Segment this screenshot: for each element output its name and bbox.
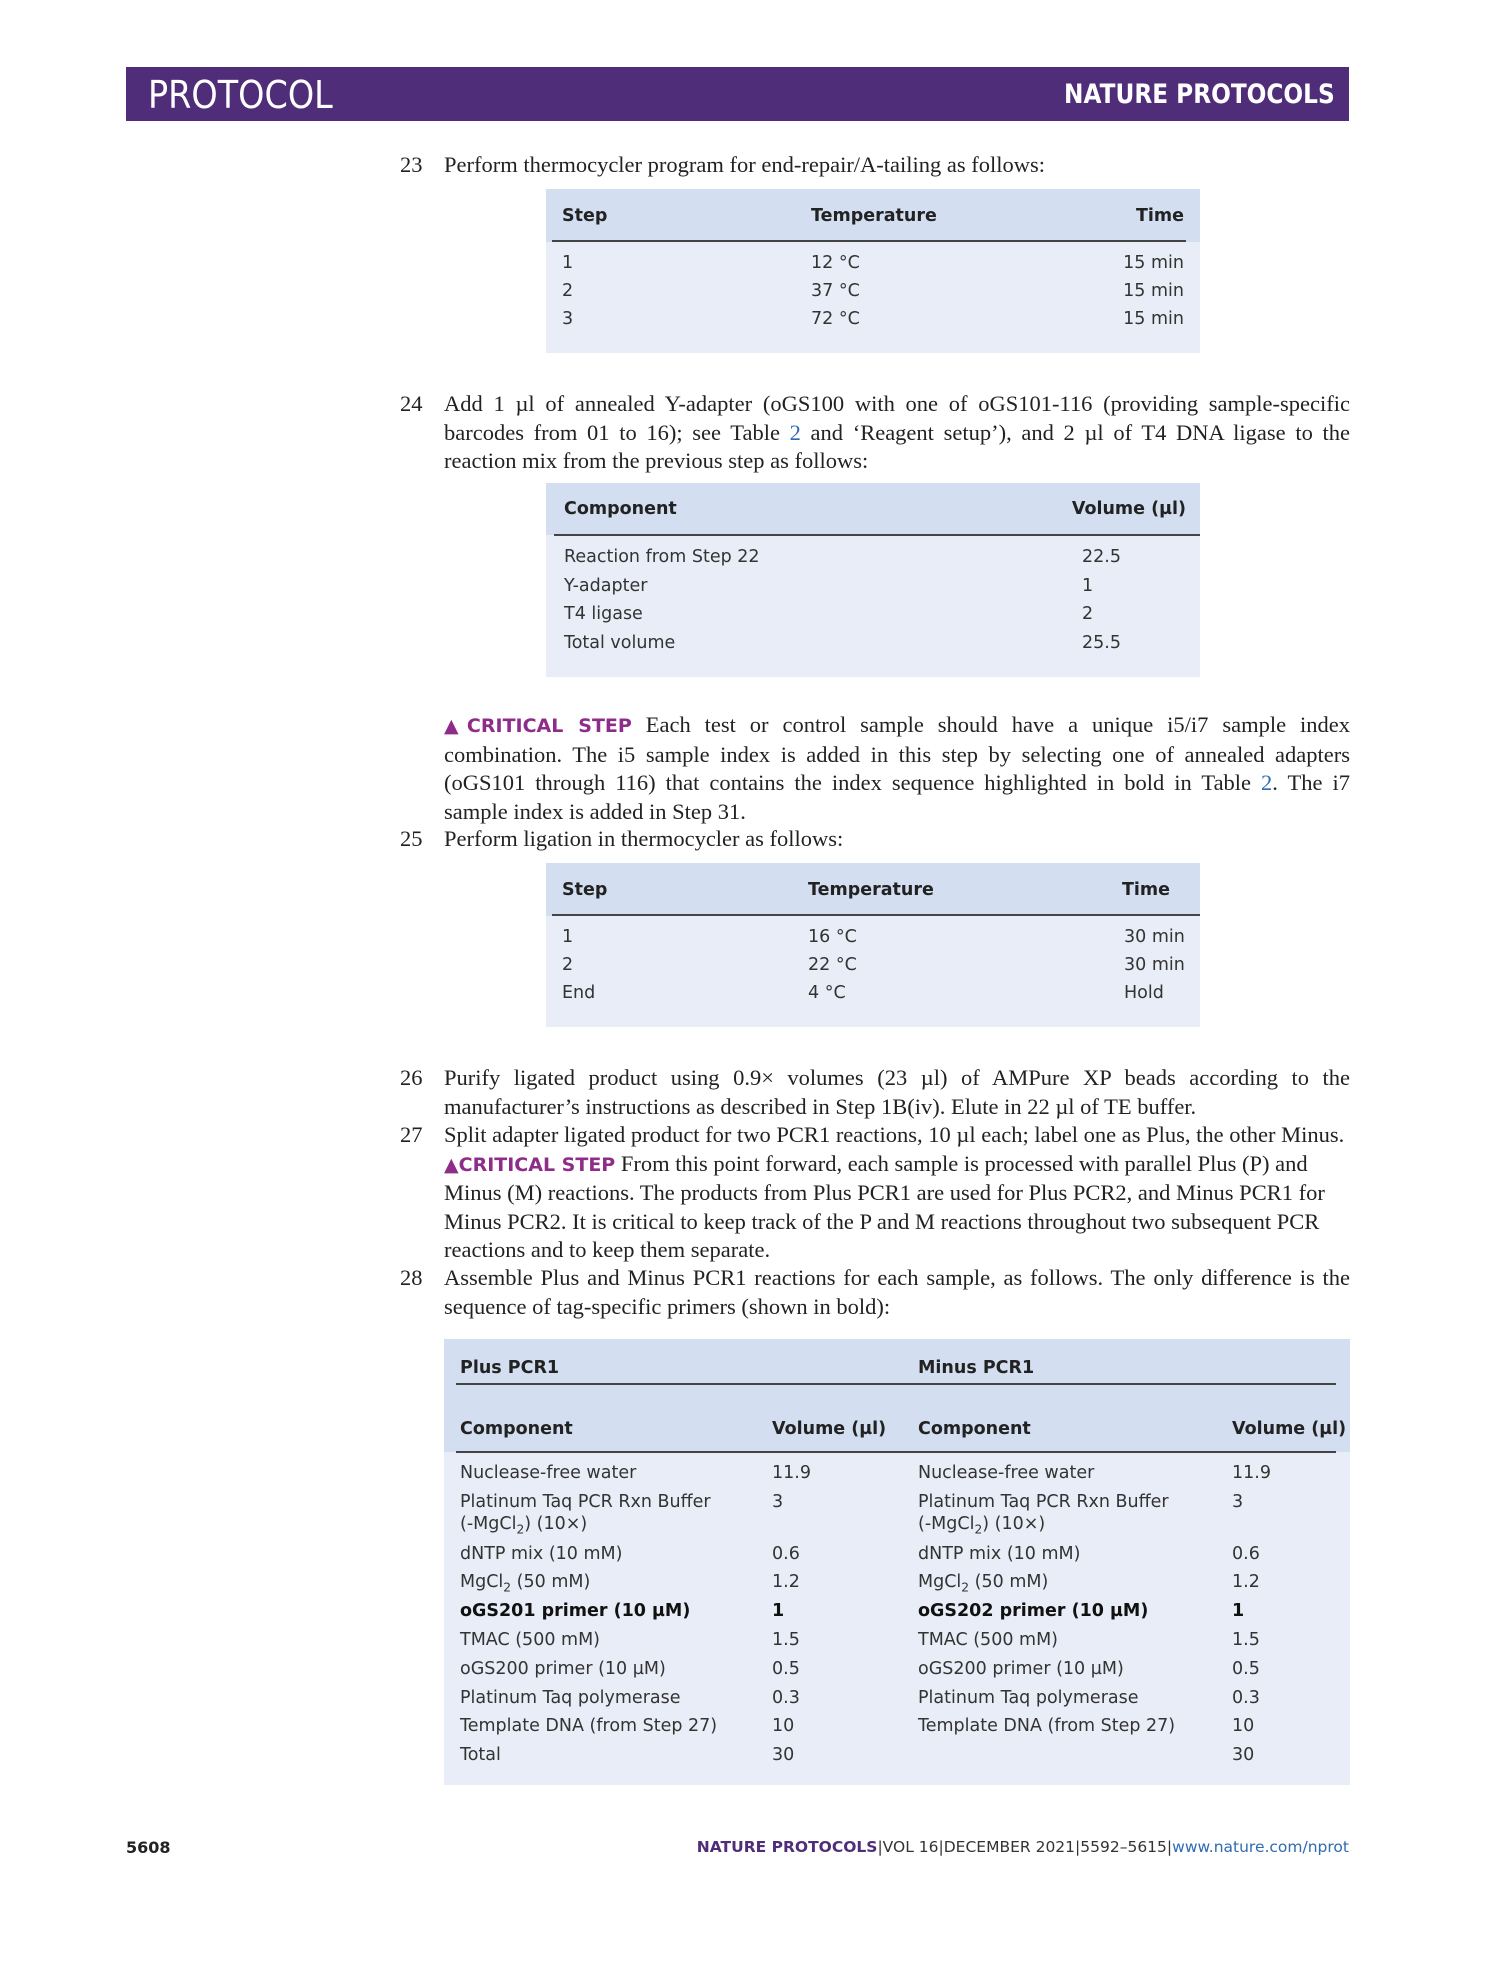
critical-label: CRITICAL STEP bbox=[466, 715, 632, 737]
text-fragment: and ‘Reagent setup’), and 2 µl of T4 DNA ligase to the reaction mix from the previous step as follows: bbox=[444, 419, 1350, 473]
cell-component: oGS201 primer (10 µM) bbox=[460, 1601, 691, 1621]
step-text: Assemble Plus and Minus PCR1 reactions for each sample, as follows. The only difference is the sequence of tag-specific primers (shown in bold): bbox=[444, 1265, 1350, 1319]
cell-temperature: 4 °C bbox=[808, 983, 846, 1003]
page-number: 5608 bbox=[126, 1838, 171, 1857]
header-temperature: Temperature bbox=[811, 206, 937, 226]
header-component: Component bbox=[918, 1419, 1031, 1439]
table-ligation-mix bbox=[546, 483, 1200, 677]
cell-volume: 25.5 bbox=[1082, 633, 1121, 653]
cell-component: oGS202 primer (10 µM) bbox=[918, 1601, 1149, 1621]
step-text bbox=[444, 390, 1350, 476]
cell-volume: 2 bbox=[1082, 604, 1094, 624]
step-text: Perform ligation in thermocycler as follows: bbox=[444, 826, 844, 851]
cell-component: dNTP mix (10 mM) bbox=[918, 1544, 1081, 1564]
table-header bbox=[546, 483, 1200, 535]
cell-step: 2 bbox=[562, 281, 574, 301]
critical-triangle-icon: ▲ bbox=[444, 715, 467, 737]
group-rule bbox=[456, 1383, 1336, 1385]
cell-component: Template DNA (from Step 27) bbox=[918, 1716, 1176, 1736]
cell-component: TMAC (500 mM) bbox=[460, 1630, 600, 1650]
header-rule bbox=[456, 1451, 1336, 1453]
cell-component: TMAC (500 mM) bbox=[918, 1630, 1058, 1650]
step-number: 25 bbox=[400, 826, 423, 851]
group-plus-pcr1: Plus PCR1 bbox=[460, 1358, 560, 1378]
critical-label: CRITICAL STEP bbox=[458, 1153, 616, 1176]
header-component: Component bbox=[564, 499, 677, 519]
cell-component: Platinum Taq PCR Rxn Buffer bbox=[460, 1492, 711, 1512]
text-fragment: Each test or control sample should have a unique i5/i7 sample index combination. The i5 sample index is added in this step by selecting one of annealed adapters (oGS101 through 116) that contains the index sequence highlighted in bold in Table bbox=[444, 712, 1350, 795]
step-27 bbox=[400, 1121, 1350, 1265]
cell-temperature: 12 °C bbox=[811, 253, 860, 273]
cell-volume: 3 bbox=[1232, 1492, 1244, 1512]
text-fragment: Split adapter ligated product for two PCR1 reactions, 10 µl each; label one as Plus, the other Minus. bbox=[444, 1122, 1345, 1147]
cell-volume: 0.5 bbox=[1232, 1659, 1260, 1679]
cell-step: 2 bbox=[562, 955, 574, 975]
section-label: PROTOCOL bbox=[148, 73, 333, 117]
header-time: Time bbox=[1121, 880, 1170, 900]
cell-component-line2: (-MgCl$_2$) (10×) bbox=[918, 1514, 1046, 1537]
header-volume: Volume (µl) bbox=[772, 1419, 887, 1439]
step-26 bbox=[400, 1064, 1350, 1121]
step-number: 27 bbox=[400, 1122, 423, 1147]
step-23 bbox=[400, 151, 1350, 180]
cell-time: 15 min bbox=[1123, 253, 1184, 273]
cell-volume: 0.3 bbox=[1232, 1688, 1260, 1708]
cell-component: oGS200 primer (10 µM) bbox=[460, 1659, 666, 1679]
cell-volume: 1.5 bbox=[1232, 1630, 1260, 1650]
journal-label: NATURE PROTOCOLS bbox=[1064, 79, 1335, 110]
cell-component: Platinum Taq polymerase bbox=[460, 1688, 681, 1708]
step-number: 24 bbox=[400, 391, 423, 416]
cell-component-line2: (-MgCl$_2$) (10×) bbox=[460, 1514, 588, 1537]
table-link[interactable]: 2 bbox=[1261, 770, 1273, 795]
cell-component: dNTP mix (10 mM) bbox=[460, 1544, 623, 1564]
group-minus-pcr1: Minus PCR1 bbox=[918, 1358, 1035, 1378]
footer-journal: NATURE PROTOCOLS bbox=[696, 1838, 878, 1856]
step-text bbox=[444, 1121, 1350, 1265]
cell-component: MgCl$_2$ (50 mM) bbox=[918, 1572, 1049, 1595]
table-endrepair bbox=[546, 189, 1200, 353]
table-pcr1 bbox=[444, 1339, 1350, 1785]
cell-component: Template DNA (from Step 27) bbox=[460, 1716, 718, 1736]
cell-volume: 0.3 bbox=[772, 1688, 800, 1708]
cell-time: 30 min bbox=[1124, 955, 1185, 975]
cell-component: Nuclease-free water bbox=[460, 1463, 637, 1483]
cell-volume: 1 bbox=[1082, 576, 1094, 596]
separator: | bbox=[1075, 1838, 1081, 1856]
header-rule bbox=[552, 914, 1200, 916]
header-volume: Volume (µl) bbox=[1071, 499, 1186, 519]
cell-component: MgCl$_2$ (50 mM) bbox=[460, 1572, 591, 1595]
cell-component: T4 ligase bbox=[564, 604, 643, 624]
cell-component: Y-adapter bbox=[564, 576, 648, 596]
step-number: 28 bbox=[400, 1265, 423, 1290]
footer-volume: VOL 16 bbox=[882, 1838, 939, 1856]
header-banner bbox=[126, 67, 1349, 121]
cell-time: 15 min bbox=[1123, 281, 1184, 301]
cell-component: Nuclease-free water bbox=[918, 1463, 1095, 1483]
table-ligation-program bbox=[546, 863, 1200, 1027]
cell-volume: 30 bbox=[1232, 1745, 1255, 1765]
cell-time: 15 min bbox=[1123, 309, 1184, 329]
text-fragment: From this point forward, each sample is processed with parallel Plus (P) and Minus (M) reactions. The products from Plus PCR1 are used for Plus PCR2, and Minus PCR1 for Minus PCR2. It is critical to keep track of the P and M reactions throughout two subsequent PCR reactions and to keep them separate. bbox=[444, 1150, 1325, 1262]
cell-volume: 11.9 bbox=[1232, 1463, 1271, 1483]
step-number: 26 bbox=[400, 1065, 423, 1090]
table-link[interactable]: 2 bbox=[789, 419, 801, 445]
cell-volume: 10 bbox=[1232, 1716, 1255, 1736]
cell-time: 30 min bbox=[1124, 927, 1185, 947]
separator: | bbox=[877, 1838, 883, 1856]
step-text: Purify ligated product using 0.9× volumes (23 µl) of AMPure XP beads according to the manufacturer’s instructions as described in Step 1B(iv). Elute in 22 µl of TE buffer. bbox=[444, 1065, 1350, 1119]
cell-volume: 10 bbox=[772, 1716, 795, 1736]
cell-time: Hold bbox=[1124, 983, 1164, 1003]
footer-date: DECEMBER 2021 bbox=[943, 1838, 1076, 1856]
header-step: Step bbox=[562, 206, 608, 226]
text-fragment: . The i7 sample index is added in Step 31. bbox=[444, 770, 1350, 824]
cell-component: Total volume bbox=[564, 633, 676, 653]
cell-component: oGS200 primer (10 µM) bbox=[918, 1659, 1124, 1679]
cell-temperature: 22 °C bbox=[808, 955, 857, 975]
cell-temperature: 16 °C bbox=[808, 927, 857, 947]
cell-volume: 1.2 bbox=[1232, 1572, 1260, 1592]
cell-component: Platinum Taq polymerase bbox=[918, 1688, 1139, 1708]
header-component: Component bbox=[460, 1419, 573, 1439]
header-rule bbox=[554, 534, 1200, 536]
separator: | bbox=[1166, 1838, 1173, 1856]
header-time: Time bbox=[1135, 206, 1184, 226]
cell-component: Total bbox=[460, 1745, 501, 1765]
cell-volume: 1 bbox=[1232, 1601, 1245, 1621]
step-24 bbox=[400, 390, 1350, 476]
step-number: 23 bbox=[400, 152, 423, 177]
header-rule bbox=[552, 240, 1186, 242]
step-text: Perform thermocycler program for end-repair/A-tailing as follows: bbox=[444, 152, 1046, 177]
cell-volume: 0.5 bbox=[772, 1659, 800, 1679]
cell-volume: 30 bbox=[772, 1745, 795, 1765]
table-header bbox=[546, 863, 1200, 916]
table-header bbox=[444, 1339, 1350, 1452]
table-header bbox=[546, 189, 1200, 242]
cell-volume: 1.2 bbox=[772, 1572, 800, 1592]
footer-url-link[interactable]: www.nature.com/nprot bbox=[1172, 1838, 1349, 1856]
cell-temperature: 37 °C bbox=[811, 281, 860, 301]
critical-triangle-icon: ▲ bbox=[444, 1153, 459, 1176]
critical-step-1 bbox=[400, 711, 1350, 826]
cell-component: Platinum Taq PCR Rxn Buffer bbox=[918, 1492, 1169, 1512]
text-fragment: Add 1 µl of annealed Y-adapter (oGS100 with one of oGS101-116 (providing sample-specific barcodes from 01 to 16); see Table bbox=[444, 391, 1350, 445]
header-volume: Volume (µl) bbox=[1232, 1419, 1347, 1439]
cell-component: Reaction from Step 22 bbox=[564, 547, 760, 567]
step-28 bbox=[400, 1264, 1350, 1321]
header-temperature: Temperature bbox=[808, 880, 934, 900]
cell-step: 1 bbox=[562, 253, 574, 273]
footer-pages: 5592–5615 bbox=[1080, 1838, 1167, 1856]
cell-volume: 0.6 bbox=[772, 1544, 800, 1564]
cell-volume: 22.5 bbox=[1082, 547, 1121, 567]
cell-volume: 1 bbox=[772, 1601, 785, 1621]
step-25 bbox=[400, 825, 1350, 854]
cell-volume: 1.5 bbox=[772, 1630, 800, 1650]
cell-step: 1 bbox=[562, 927, 574, 947]
cell-temperature: 72 °C bbox=[811, 309, 860, 329]
cell-step: End bbox=[562, 983, 596, 1003]
cell-step: 3 bbox=[562, 309, 574, 329]
footer-citation bbox=[697, 1838, 1349, 1856]
cell-volume: 0.6 bbox=[1232, 1544, 1260, 1564]
critical-text bbox=[444, 711, 1350, 826]
cell-volume: 11.9 bbox=[772, 1463, 811, 1483]
separator: | bbox=[938, 1838, 944, 1856]
cell-volume: 3 bbox=[772, 1492, 784, 1512]
header-step: Step bbox=[562, 880, 608, 900]
